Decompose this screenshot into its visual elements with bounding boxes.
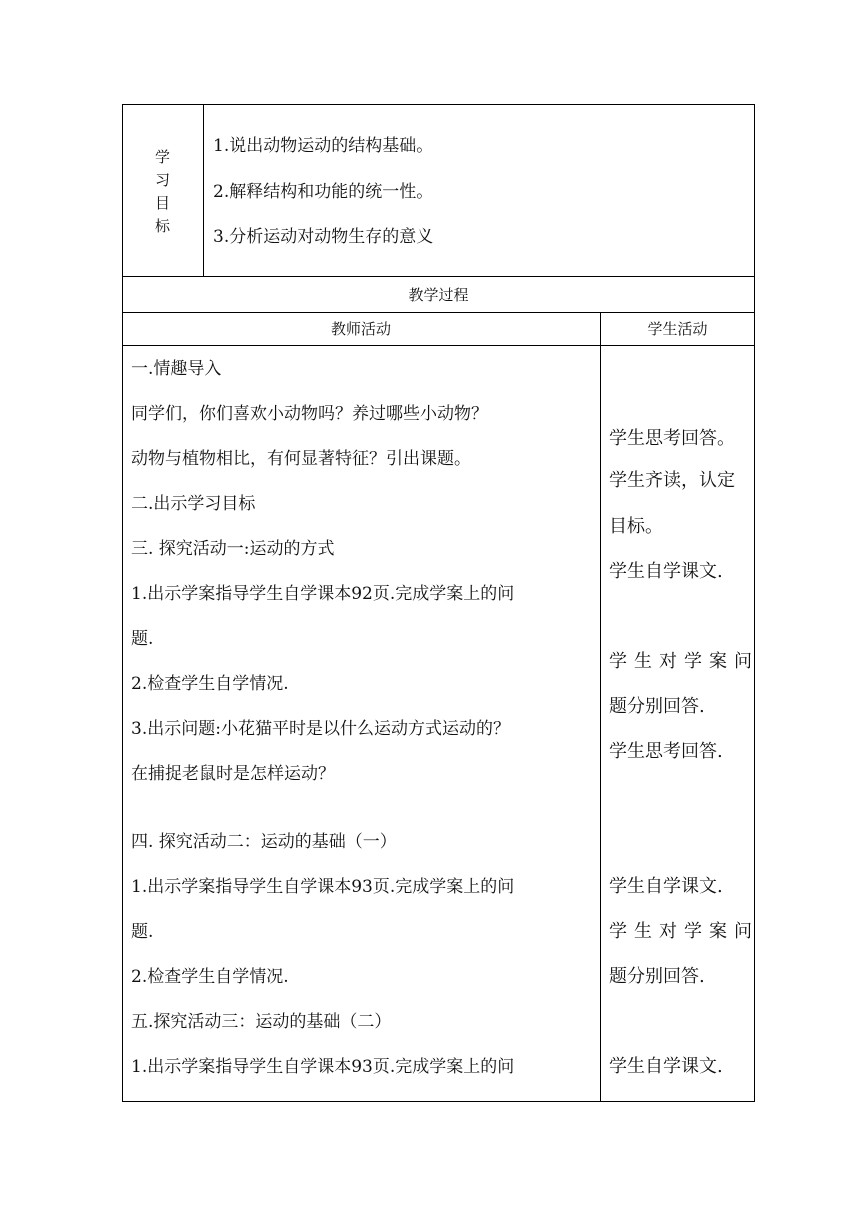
- process-title-bottom-border: [122, 312, 755, 313]
- student-line: 学生齐读，认定: [609, 470, 735, 491]
- column-divider: [600, 312, 601, 1102]
- teacher-line: 二.出示学习目标: [131, 494, 256, 514]
- student-line: 学生自学课文.: [609, 1056, 723, 1077]
- student-line: 学生对学案问: [609, 921, 759, 942]
- teacher-line: 题.: [131, 922, 154, 942]
- process-title: 教学过程: [408, 286, 469, 304]
- teacher-line: 3.出示问题:小花猫平时是以什么运动方式运动的？: [131, 719, 510, 739]
- objectives-label-char: 习: [155, 171, 171, 189]
- objectives-label-char: 标: [155, 217, 171, 235]
- teacher-line: 一.情趣导入: [131, 359, 222, 379]
- header-bottom-border: [122, 345, 755, 346]
- student-line: 学生思考回答。: [609, 428, 735, 449]
- teacher-line: 2.检查学生自学情况.: [131, 674, 289, 694]
- objectives-bottom-border: [122, 276, 755, 277]
- student-line: 学生思考回答.: [609, 741, 723, 762]
- teacher-line: 在捕捉老鼠时是怎样运动？: [131, 764, 335, 784]
- teacher-line: 三. 探究活动一:运动的方式: [131, 539, 335, 559]
- student-line: 学生对学案问: [609, 651, 759, 672]
- teacher-line: 同学们，你们喜欢小动物吗？养过哪些小动物？: [131, 404, 488, 424]
- student-line: 学生自学课文.: [609, 561, 723, 582]
- objectives-divider: [203, 104, 204, 276]
- teacher-line: 1.出示学案指导学生自学课本92页.完成学案上的问: [131, 584, 515, 604]
- student-line: 目标。: [609, 516, 663, 537]
- teacher-line: 动物与植物相比，有何显著特征？引出课题。: [131, 449, 471, 469]
- student-line: 学生自学课文.: [609, 876, 723, 897]
- student-line: 题分别回答.: [609, 966, 705, 987]
- teacher-line: 1.出示学案指导学生自学课本93页.完成学案上的问: [131, 877, 515, 897]
- student-column-header: 学生活动: [647, 320, 708, 338]
- objective-item: 2.解释结构和功能的统一性。: [213, 182, 434, 202]
- teacher-line: 1.出示学案指导学生自学课本93页.完成学案上的问: [131, 1057, 515, 1077]
- objectives-label-char: 学: [155, 148, 171, 166]
- objectives-label-char: 目: [155, 194, 171, 212]
- student-line: 题分别回答.: [609, 696, 705, 717]
- teacher-line: 2.检查学生自学情况.: [131, 967, 289, 987]
- teacher-line: 四. 探究活动二：运动的基础（一）: [131, 832, 397, 852]
- teacher-line: 五.探究活动三：运动的基础（二）: [131, 1012, 392, 1032]
- objective-item: 3.分析运动对动物生存的意义: [213, 227, 434, 247]
- teacher-column-header: 教师活动: [330, 320, 391, 338]
- teacher-line: 题.: [131, 629, 154, 649]
- objective-item: 1.说出动物运动的结构基础。: [213, 136, 434, 156]
